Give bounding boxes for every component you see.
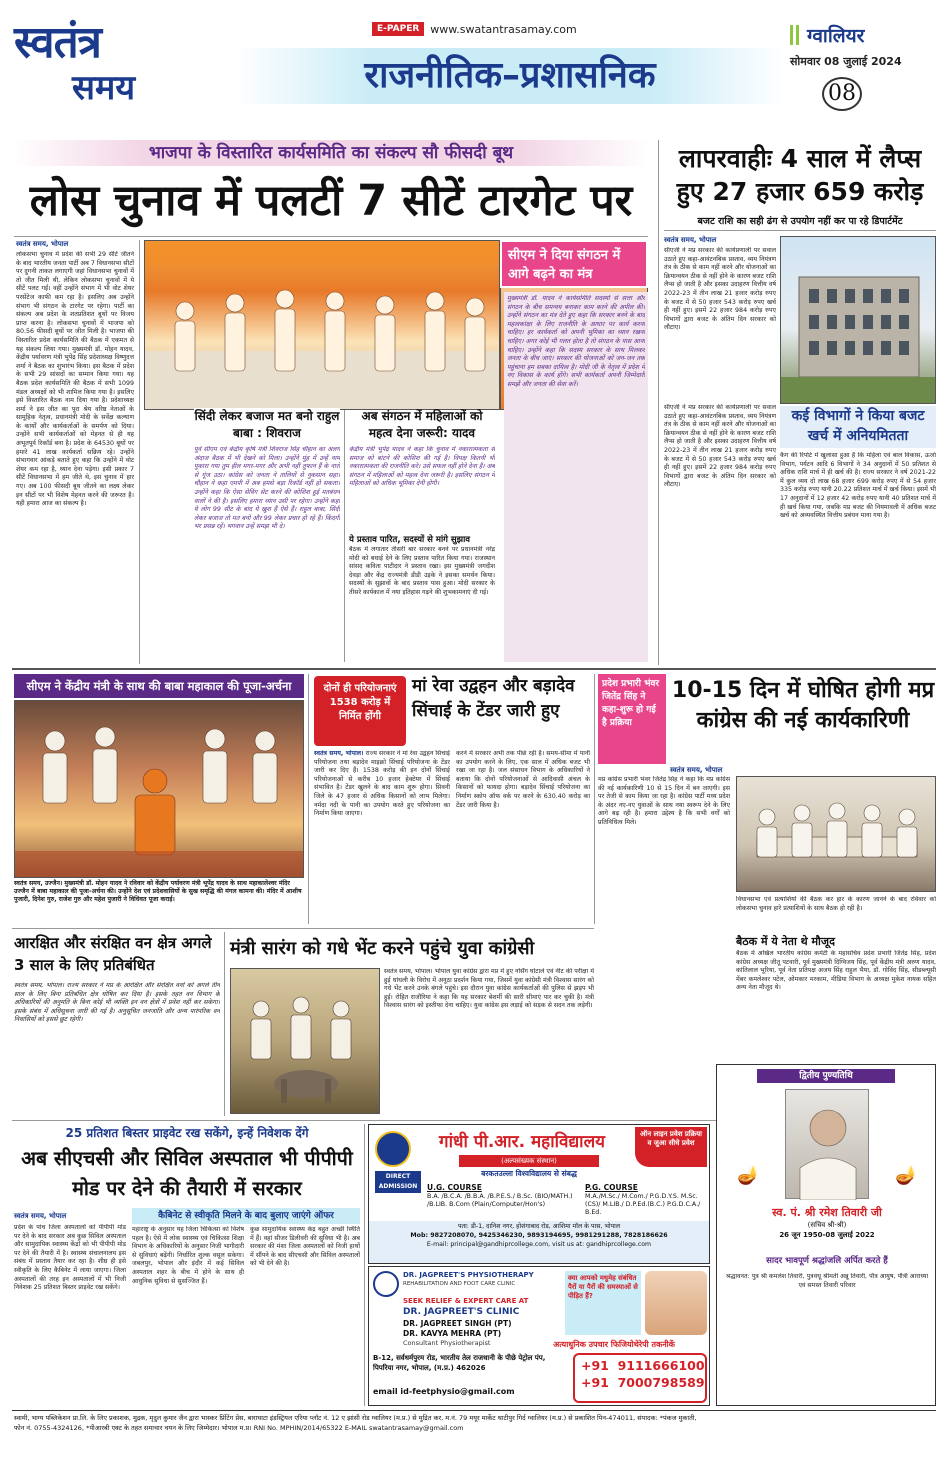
footer: [14, 1414, 936, 1433]
edition-box: [790, 22, 930, 111]
cm-mantra-headline: सीएम ने दिया संगठन में आगे बढ़ने का मंत्र: [508, 248, 621, 282]
proposal-head: ये प्रस्ताव पारित, सदस्यों से मांगे सुझाव: [349, 535, 470, 545]
footer-contact: फोन नं. 0755-4324126, *पीआरबी एक्ट के तहत समाचार चयन के लिए जिम्मेदार। भोपाल म.प्र। RNI No. MPHIN/2014/65322 E-MAIL swatantrasamay@gmail.com: [14, 1424, 464, 1432]
ppp-col3: कुछ सामुदायिक स्वास्थ्य केंद्र बहुत अच्छी स्थिति में हैं। वहां सीजर डिलीवरी की सुविधा भी है। अब सरकार की मंशा जिला अस्पतालों को निजी हाथों में सौंपने के बाद सीएचसी और सिविल अस्पतालों को भी देने की है।: [250, 1226, 360, 1268]
shivraj-head: सिंदी लेकर बजाज मत बनो राहुल बाबा : शिवराज: [194, 408, 340, 444]
youth-body: स्वतंत्र समय, भोपाल। भोपाल युवा कांग्रेस द्वारा मप्र में हुए नर्सिंग घोटाले एवं नीट की परीक्षा में हुई धांधली के विरोध में अनूठा प्रदर्शन किया गया, जिसमें युवा कांग्रेसी मंत्री विश्वास सारंग को गधे भेंट करने उनके बंगले पहुंचे। इस दौरान युवा कांग्रेस कार्यकर्ताओं की पुलिस से झड़प भी हुई। रोहित राजौरिया ने कहा कि यह सरकार बेशर्मी की सारी सीमाएं पार कर चुकी है। मंत्री विश्वास सारंग को इस्तीफा देना चाहिए। युवा कांग्रेस इस लड़ाई को सड़क से सदन तक लड़ेगी।: [384, 968, 594, 1010]
section-title-band: [236, 48, 784, 104]
physio-clinic: DR. JAGPREET'S CLINIC: [403, 1307, 520, 1317]
physio-tagline: REHABILITATION AND FOOT CARE CLINIC: [403, 1281, 516, 1287]
college-address: पता: डी-1, दानिश नगर, होशंगाबाद रोड, आशिमा मॉल के पास, भोपाल: [457, 1223, 621, 1230]
epaper-label: E-PAPER: [372, 22, 424, 36]
college-ad[interactable]: [368, 1124, 710, 1264]
edition-city: ग्वालियर: [807, 25, 865, 47]
college-phones: Mob: 9827208070, 9425346230, 9893194695, 9981291288, 7828186626: [410, 1232, 668, 1239]
college-sub2: बरकतउल्ला विश्वविद्यालय से संबद्ध: [481, 1169, 577, 1178]
lead-kicker-band: [14, 140, 648, 166]
building-photo: [780, 236, 936, 404]
congress-body2: विधानसभा एवं प्रत्याशियों की बैठक कर हार के कारण जानने के बाद रविवार को लोकसभा चुनाव हारे प्रत्याशियों के साथ बैठक हो रही है।: [736, 896, 936, 912]
obituary: [716, 1064, 936, 1406]
reva-body-text: राज्य सरकार ने मां रेवा उद्वहन सिंचाई परियोजना तथा बड़ादेव माइक्रो सिंचाई परियोजना के टेंडर जारी कर दिए हैं। 1538 करोड़ की इन दोनों सिंचाई परियोजनाओं से करीब 10 हजार हेक्टेयर में सिंचाई संभावित है। टेंडर खुलने के बाद काम शुरू होगा। सिवनी जिले के 47 हजार से अधिक किसानों को लाभ मिलेगा। नर्मदा नदी के पानी का उपयोग करते हुए परियोजना का निर्माण किया जाएगा।: [314, 750, 450, 818]
physio-question: क्या आपको मधुमेह संबंधित पैरों या पैरों की समस्याओं से पीड़ित हैं?: [565, 1271, 641, 1335]
congress-body: मप्र कांग्रेस प्रभारी भंवर जितेंद्र सिंह ने कहा कि मप्र कांग्रेस की नई कार्यकारिणी 10 से 15 दिन में बन जाएगी। इस पर तेजी से काम किया जा रहा है। कांग्रेस पार्टी मध्य प्रदेश के अंदर नए-नए युवाओं के साथ नया स्वरूप देने के लिए आगे बढ़ रही है। हमारा उद्देश्य है कि सभी वर्गों को प्रतिनिधित्व मिले।: [598, 776, 730, 826]
yadav-body: केंद्रीय मंत्री भूपेंद्र यादव ने कहा कि चुनाव में नकारात्मकता से समाज को बांटने की कोशिश की गई है। विपक्ष कितनी भी नकारात्मकता की राजनीति करे। उसे सफल नहीं होने देना है। अब संगठन में महिलाओं को महत्व देना जरूरी है। इसलिए संगठन में महिलाओं को अधिक भूमिका देनी होगी।: [349, 446, 495, 488]
footer-imprint: स्वामी, भाग्य पब्लिकेशन प्रा.लि. के लिए प्रकाशक, मुद्रक, मृदुल कुमार जैन द्वारा भास्कर प्रिंटिंग प्रेस, बाराघाटा इंडस्ट्रियल एरिया प्लॉट नं. 12 ए झांसी रोड ग्वालियर (म.प्र.) से मुद्रित कर, म.नं. 79 मयूर मार्केट थाटीपुर गिर्द ग्वालियर (म.प्र.) से प्रकाशित पिन-474011, संपादक: *पंकज मुकाती,: [14, 1414, 697, 1422]
physio-address: B-12, सर्वधर्मपुरम रोड, भारतीय तेल राजधानी के पीछे पेट्रोल पंप, पिपरिया नगर, भोपाल, (म.प्र.) 462026: [373, 1354, 546, 1372]
lead-body: लोकसभा चुनाव में प्रदेश की सभी 29 सीटें जीतने के बाद भारतीय जनता पार्टी अब 7 विधानसभा सीटों पर दुगनी ताकत लगाएगी जहां विधानसभा चुनावों में तो जीत मिली थी, लेकिन लोकसभा चुनावों में ये सीटें पलट गईं। वहीं उन्होंने संभाग में भी वोट शेयर परसेंटेज काफी कम रहा है। इसलिए अब उन्होंने संभाग भी संगठन के टारगेट पर रहेगा। पार्टी का संकल्प अब प्रदेश के शतप्रतिशत बूथों पर विजय प्राप्त करना है। लोकसभा चुनावों में भाजपा को 80.56 फीसदी बूथों पर जीत मिली है। भाजपा की विस्तारित प्रदेश कार्यसमिति की बैठक में एकमत से यह संकल्प लिया गया। मुख्यमंत्री डॉ. मोहन यादव, केंद्रीय पर्यावरण मंत्री भूपेंद्र सिंह प्रदेशाध्यक्ष विष्णुदत्त शर्मा ने बैठक का शुभारंभ किया। इस बैठक में प्रदेश के सभी 29 सांसदों का सम्मान किया गया। यह बैठक प्रदेश कार्यसमिति की बैठक में सभी 1099 मंडल अध्यक्षों को भी शामिल किया गया है। इसलिए इसे विस्तारित बैठक नाम दिया गया है। प्रदेशाध्यक्ष शर्मा ने इस जीत का पूरा श्रेय वरिष्ठ नेताओं के सामूहिक नेतृत्व, प्रधानमंत्री मोदी के सर्वेक्ष कल्याण के कार्यों और कार्यकर्ताओं के समर्पण को दिया। उन्होंने सभी कार्यकर्ताओं को मेहनत से ही यह अभूतपूर्व रिकॉर्ड बना है। प्रदेश के 64530 बूथों पर हमारे 41 लाख कार्यकर्ता सक्रिय रहे। उन्होंने संभागवार आंकड़े बताते हुए कहा कि उन्होंने में वोट शेयर कम रहा है, ध्यान देना पड़ेगा। इसी प्रकार 7 सीटें विधानसभा में हम जीते थे, इस चुनाव में हार गए। अब 100 फीसदी बूथ जीतने का लक्ष्य लेकर इन सीटों पर भी विशेष मेहनत करने की जरूरत है। यही हमारा आज का संकल्प है।: [16, 251, 134, 508]
physio-seek: SEEK RELIEF & EXPERT CARE AT: [403, 1297, 529, 1305]
forest-headline: आरक्षित और संरक्षित वन क्षेत्र अगले 3 साल के लिए प्रतिबंधित: [14, 934, 212, 974]
physio-doc1: DR. JAGPREET SINGH (PT): [403, 1319, 512, 1328]
college-email[interactable]: E-mail: principal@gandhiprcollege.com, visit us at: gandhiprcollege.com: [426, 1241, 652, 1248]
college-footer: [369, 1221, 709, 1263]
yadav-head: अब संगठन में महिलाओं को महत्व देना जरूरी: यादव: [361, 409, 483, 440]
obituary-name: स्व. पं. श्री रमेश तिवारी जी: [772, 1206, 882, 1219]
foot-image: [645, 1271, 707, 1335]
college-ug-list: B.A. /B.C.A. /B.B.A. /B.P.E.S./ B.Sc. (BIO/MATH.) /B.LIB. B.Com (Plain/Computer/Hon's): [427, 1193, 573, 1208]
obituary-title: द्वितीय पुण्यतिथि: [757, 1069, 895, 1083]
side-column: [504, 292, 648, 662]
lapse-subhead: बजट राशि का सही ढंग से उपयोग नहीं कर पा रहे डिपार्टमेंट: [697, 216, 903, 227]
college-direct-admission: DIRECT ADMISSION: [375, 1171, 421, 1193]
lamp-right-icon: 🪔: [895, 1165, 918, 1186]
masthead: [0, 0, 945, 140]
mahakal-headline-band: [14, 674, 304, 698]
physio-phone2[interactable]: +91 7000798589: [581, 1375, 705, 1390]
lead-byline: स्वतंत्र समय, भोपाल: [16, 240, 69, 248]
obituary-photo: [785, 1089, 869, 1199]
college-pg-list: M.A./M.Sc./ M.Com./ P.G.D.Y.S. M.Sc.(CS)/ M.LIB./ D.P.Ed.(B.C.) P.G.D.C.A./ B.Ed.: [585, 1193, 701, 1216]
cm-mantra-body: मुख्यमंत्री डॉ. यादव ने कार्यसमिति सदस्यों से सत्ता और संगठन के बीच समन्वय बनाकर काम करने की अपील की। उन्होंने संगठन का मंत्र देते हुए कहा कि सरकार बनने के बाद महत्वकांक्षा के लिए राजनीति के आधार पर कार्य करना चाहिए। हर कार्यकर्ता को अपनी भूमिका का ध्यान रखना चाहिए। अगर कोई भी गलत होता है तो संगठन के पास आना चाहिए। उन्होंने कहा कि सदस्य सरकार के साथ मिलकर जनता के बीच जाएं। सरकार की योजनाओं को जन-जन तक पहुंचाना हम सबका दायित्व है। मोदी जी के नेतृत्व में प्रदेश में नए विकास के कार्य होंगे। सभी कार्यकर्ता अपनी जिम्मेदारी समझें और जनता की सेवा करें।: [507, 295, 645, 388]
edition-date: सोमवार 08 जुलाई 2024: [790, 55, 902, 68]
section-title: राजनीतिक–प्रशासनिक: [364, 55, 656, 96]
ppp-kicker: 25 प्रतिशत बिस्तर प्राइवेट रख सकेंगे, इन्हें निवेशक देंगे: [65, 1126, 309, 1140]
college-pg-title: P.G. COURSE: [585, 1183, 638, 1192]
lead-photo: [144, 240, 500, 410]
physio-consult: Consultant Physiotherapist: [403, 1339, 491, 1347]
forest-body: स्वतंत्र समय, भोपाल। राज्य सरकार ने मप्र के आरक्षित और संरक्षित वनों को अगले तीन साल के लिए बिना प्रतिबंधित क्षेत्र घोषित कर दिया है। इसके तहत वन विभाग के अधिकारियों की अनुमति के बिना कोई भी व्यक्ति इन वन क्षेत्रों में प्रवेश नहीं कर सकेगा। इसके संबंध में अधिसूचना जारी की गई है। अनुसूचित जनजाति और अन्य पारंपरिक वन निवासियों को इससे छूट रहेगी।: [14, 982, 220, 1024]
ppp-headline: अब सीएचसी और सिविल अस्पताल भी पीपीपी मोड पर देने की तैयारी में सरकार: [21, 1147, 353, 1200]
ppp-strip: [132, 1208, 360, 1224]
logo: [14, 18, 164, 126]
lapse-body-more: सीएजी ने मप्र सरकार की कार्यप्रणाली पर सवाल उठाते हुए कहा-आवंटनबिक प्रस्ताव, व्यय नियंत्रण तंत्र के ठीक से काम नहीं करने और योजनाओं का क्रियान्वयन ठीक से नहीं होने के कारण बजट राशि लैप्स हो जाती है और इसका उदाहरण वित्तीय वर्ष 2022-23 में तीन लाख 21 हजार करोड़ रुपए के बजट में से 50 हजार 543 करोड़ रुपए खर्च ही नहीं हुए। इसमें 22 हजार 984 करोड़ रुपए विभागों द्वारा बजट के अंतिम दिन सरकार को लौटाए।: [664, 404, 776, 489]
reva-body2: करने में सरकार अभी तक पीछे रही है। समय-सीमा में पानी का उपयोग करने के लिए, एक साल में अधिक बजट भी रखा जा रहा है। जल संसाधन विभाग के अधिकारियों ने बताया कि दोनों परियोजनाओं से आदिवासी अंचल के किसानों को फायदा होगा। बड़ादेव सिंचाई परियोजना का निर्माण स्कोप ऑफ वर्क पर करने के 630.40 करोड़ का टेंडर जारी किया है।: [456, 750, 590, 809]
mahakal-photo: [14, 700, 304, 878]
obituary-tribute: सादर भावपूर्ण श्रद्धांजलि अर्पित करते हैं: [766, 1256, 888, 1266]
reva-body: [314, 750, 450, 922]
college-name: गांधी पी.आर. महाविद्यालय: [439, 1132, 605, 1152]
congress-byline: स्वतंत्र समय, भोपाल: [670, 766, 723, 774]
physio-doc2: DR. KAVYA MEHRA (PT): [403, 1329, 502, 1338]
lapse-section-head: कई विभागों ने किया बजट खर्च में अनियमितता: [780, 406, 936, 448]
physio-email[interactable]: email id-feetphysio@gmail.com: [373, 1387, 515, 1396]
ppp-byline: स्वतंत्र समय, भोपाल: [14, 1212, 67, 1220]
youth-photo: [230, 968, 380, 1114]
physio-phone1[interactable]: +91 9111666100: [581, 1358, 705, 1373]
epaper-bar: [372, 20, 577, 38]
college-ug-title: U.G. COURSE: [427, 1183, 482, 1192]
physio-phone-box: [573, 1353, 707, 1403]
lapse-body-cont: [664, 404, 776, 662]
page-number: 08: [822, 77, 862, 111]
obituary-relation: (सचिव श्री-श्री): [807, 1221, 847, 1229]
ppp-col2: महाराष्ट्र के अनुसार यह जिला चिकित्सा को विशेष पहल है। ऐसे में लोक स्वास्थ्य एवं चिकित्सा शिक्षा विभाग के अधिकारियों के अनुसार निजी भागीदारी से सुविधाएं बढ़ेंगी। निर्धारित शुल्क वसूल सकेगा। जबलपुर, भोपाल और इंदौर में कई सिविल अस्पताल शहर के बीच में होने के साथ ही आधुनिक सुविधा से सुसज्जित हैं।: [132, 1226, 244, 1285]
lead-body-column: [16, 240, 134, 662]
shivraj-body: पूर्व सीएम एवं केंद्रीय कृषि मंत्री शिवराज सिंह चौहान का अलग अंदाज बैठक में भी देखने को मिला। उन्होंने मुंह में उन्हें नाम पुकारा गया तुम हील मगर-मगर और अभी नहीं तुफान हैं के नारों से गूंज उठा। कांग्रेस को जनता ने तालियों से नुकसान सहा। चौहान ने कहा एमपी में अब हमसे बड़ा रिकॉर्ड नहीं हो सकता। उन्होंने कहा कि ऐसा सेविंग सेट करने की कोशिश हुई मतबंधन वालों ने की है। इसलिए हमारा ध्यान उसी पर रहेगा। उन्होंने कहा ये लोग 99 सीट के बाद ये खुश हैं ऐसे हैं। राहुल बाबा, सिंदी लेकर बजाज तो मत बनो और 99 लेकर प्रचार हो रहे हैं। किंदगी भर प्रसन्न रहें। भगवान उन्हें समझ भी दे।: [194, 446, 340, 531]
congress-headline: 10-15 दिन में घोषित होगी मप्र कांग्रेस की नई कार्यकारिणी: [671, 678, 935, 733]
logo-line1: स्वतंत्र: [14, 17, 101, 68]
youth-headline: मंत्री सारंग को गधे भेंट करने पहुंचे युवा कांग्रेसी: [230, 938, 535, 959]
college-sub1: (अल्पसंख्यक संस्थान): [459, 1155, 599, 1167]
lapse-body: सीएजी ने मप्र सरकार की कार्यप्रणाली पर सवाल उठाते हुए कहा-आवंटनबिक प्रस्ताव, व्यय नियंत्रण तंत्र के ठीक से काम नहीं करने और योजनाओं का क्रियान्वयन ठीक से नहीं होने के कारण बजट राशि लैप्स हो जाती है और इसका उदाहरण वित्तीय वर्ष 2022-23 में तीन लाख 21 हजार करोड़ रुपए के बजट में से 50 हजार 543 करोड़ रुपए खर्च ही नहीं हुए। इसमें 22 हजार 984 करोड़ रुपए विभागों द्वारा बजट के अंतिम दिन सरकार को लौटाए।: [664, 247, 776, 332]
ppp-body: प्रदेश के पांच जिला अस्पतालों को पीपीपी मोड पर देने के बाद सरकार अब कुछ सिविल अस्पताल और सामुदायिक स्वास्थ्य केंद्रों को भी पीपीपी मोड पर देने की तैयारी में है। स्वास्थ्य संचालनालय इस संबंध में प्रस्ताव तैयार कर रहा है। शीघ्र ही इसे स्वीकृति के लिए कैबिनेट में लाया जाएगा। जिला अस्पतालों की तरह इन अस्पतालों में भी निजी निवेशक 25 प्रतिशत बिस्तर प्राइवेट रख सकेंगे।: [14, 1224, 126, 1292]
congress-box: [598, 674, 666, 764]
physio-brand: DR. JAGPREET'S PHYSIOTHERAPY: [403, 1271, 534, 1279]
congress-photo: [736, 776, 936, 892]
lapse-section-body: कैग की रिपोर्ट में खुलासा हुआ है कि महिला एवं बाल विकास, ऊर्जा विभाग, पर्यटन आदि 6 विभागों ने 34 अनुदानों में 50 प्रतिशत से अधिक राशि मार्च में ही खर्च की है। राज्य सरकार ने वर्ष 2021-22 में कुल व्यय दो लाख 68 हजार 699 करोड़ रुपए में से 54 हजार 335 करोड़ रुपए यानी 20.22 प्रतिशत मार्च में खर्च किया। इसमें भी 17 अनुदानों में 12 हजार 42 करोड़ रुपए यानी 40 प्रतिशत मार्च में ही खर्च किया गया, जबकि मप्र बजट की नियमावली में अधिक बजट खर्च को अव्यवस्थित वित्तीय प्रबंधन माना गया है।: [780, 452, 936, 520]
logo-line2: समय: [72, 68, 136, 108]
college-badge: ऑन लाइन प्रवेश प्रक्रिया व जुआ सीधे प्रवेश: [635, 1127, 707, 1167]
reva-box-text: दोनों ही परियोजनाएं 1538 करोड़ में निर्मित होंगी: [323, 683, 397, 722]
congress-subbody: बैठक में अखिल भारतीय कांग्रेस कमेटी के महासचिव प्रदेश प्रभारी जितेंद्र सिंह, प्रदेश कांग्रेस अध्यक्ष जीतू पटवारी, पूर्व मुख्यमंत्री दिग्विजय सिंह, पूर्व केंद्रीय मंत्री अरुण यादव, कांतिलाल भूरिया, पूर्व नेता प्रतिपक्ष अजय सिंह राहुल भैया, डॉ. गोविंद सिंह, सीडब्ल्यूसी मेंबर कमलेश्वर पटेल, ओमकार मरकाम, मीडिया विभाग के अध्यक्ष मुकेश नायक सहित अन्य नेता मौजूद थे।: [736, 950, 936, 992]
reva-body-column: [314, 750, 450, 922]
lapse-headline: लापरवाहीः 4 साल में लैप्स हुए 27 हजार 659 करोड़: [676, 144, 924, 206]
lamp-left-icon: 🪔: [737, 1165, 760, 1186]
lapse-byline: स्वतंत्र समय, भोपाल: [664, 236, 717, 244]
cm-mantra-box: [500, 240, 648, 288]
obituary-family: श्रद्धावनत: पुत्र श्री कमलेश तिवारी, पुत्रवधू श्रीमती अन्नू तिवारी, पौत्र आयुष, पौत्री आराध्या एवं समस्त तिवारी परिवार: [725, 1273, 929, 1289]
website-link[interactable]: www.swatantrasamay.com: [430, 22, 577, 36]
mahakal-caption: स्वतंत्र समय, उज्जैन। मुख्यमंत्री डॉ. मोहन यादव ने रविवार को केंद्रीय पर्यावरण मंत्री भूपेंद्र यादव के साथ महाकालेश्वर मंदिर उज्जैन में बाबा महाकाल की पूजा-अर्चना की। उन्होंने देश एवं प्रदेशवासियों के सुख समृद्धि की मंगल कामना की। मंदिर में आशीष पुजारी, दिनेश गुरु, राजेश गुरु और महेश पुजारी ने विधिवत पूजा कराई।: [14, 880, 302, 903]
mahakal-headline: सीएम ने केंद्रीय मंत्री के साथ की बाबा महाकाल की पूजा-अर्चना: [26, 679, 292, 693]
proposal-body: बैठक में लगातार तीसरी बार सरकार बनने पर प्रधानमंत्री नरेंद्र मोदी को बधाई देने के लिए प्रस्ताव पारित किया गया। राजस्थान सांसद कविता पाटीदार ने प्रस्ताव रखा। इस मुख्यमंत्री जगदीश देवड़ा और केंद्र राज्यमंत्री डीडी उइके ने इसका समर्थन किया। सदस्यों के सुझावों के बाद प्रस्ताव पास हुआ। मोदी सरकार के तीसरे कार्यकाल में नया इतिहास गढ़ने की शुभकामनाएं दी गई।: [349, 546, 495, 596]
reva-box: [314, 676, 406, 746]
lead-headline: लोस चुनाव में पलटीं 7 सीटें टारगेट पर: [29, 176, 633, 226]
congress-box-text: प्रदेश प्रभारी भंवर जितेंद्र सिंह ने कहा-शुरू हो गई है प्रक्रिया: [602, 679, 660, 728]
obituary-dates: 26 जून 1950-08 जुलाई 2022: [779, 1231, 875, 1239]
college-logo: [375, 1131, 411, 1167]
reva-headline: मां रेवा उद्वहन और बड़ादेव सिंचाई के टेंडर जारी हुए: [412, 676, 575, 721]
physio-logo: [373, 1271, 399, 1297]
lead-kicker: भाजपा के विस्तारित कार्यसमिति का संकल्प सौ फीसदी बूथ: [148, 143, 514, 163]
physio-ad[interactable]: [368, 1266, 710, 1406]
physio-modern: अत्याधुनिक उपचार फिजियोथेरेपी तकनीकें: [553, 1340, 675, 1349]
reva-byline: स्वतंत्र समय, भोपाल।: [314, 750, 364, 757]
ppp-strip-text: कैबिनेट से स्वीकृति मिलने के बाद बुलाए जाएंगे ऑफर: [158, 1211, 334, 1221]
congress-subhead: बैठक में ये नेता थे मौजूद: [736, 935, 835, 948]
